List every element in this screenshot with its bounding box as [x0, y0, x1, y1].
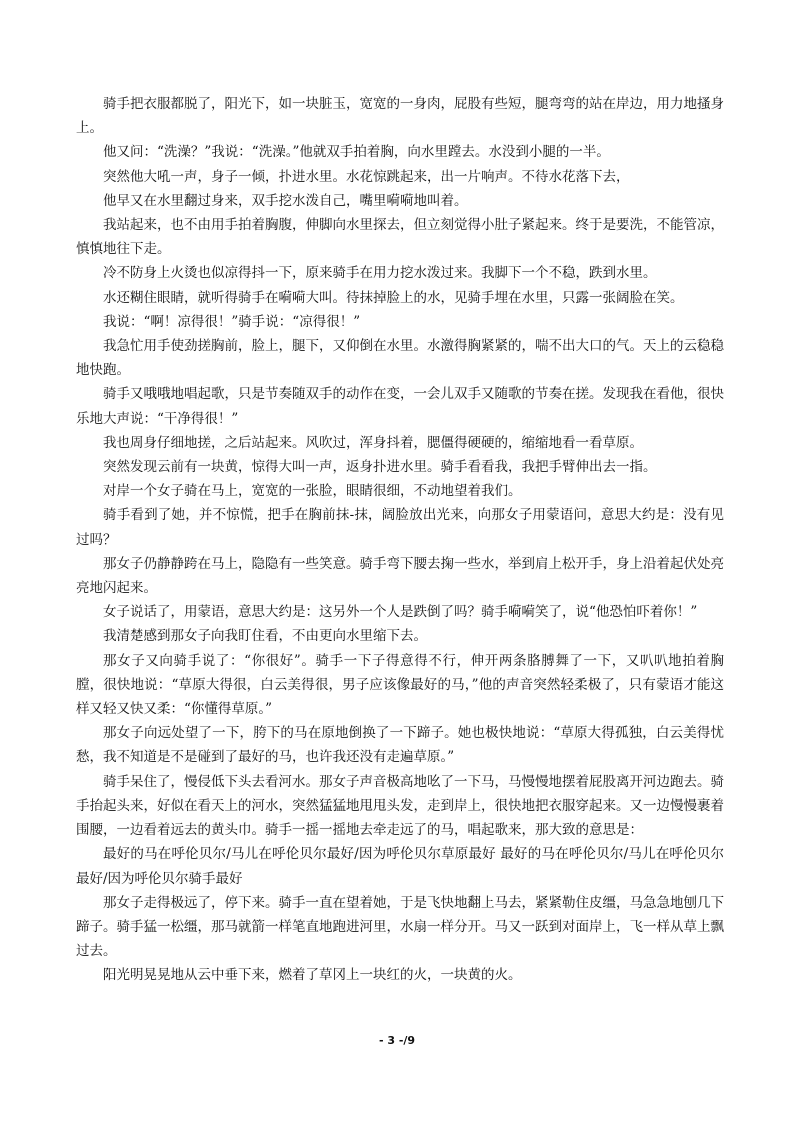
paragraph: 阳光明晃晃地从云中垂下来，燃着了草冈上一块红的火，一块黄的火。 — [103, 967, 522, 984]
page-number: - 3 -/9 — [378, 1034, 416, 1047]
paragraph: 我急忙用手使劲搓胸前，脸上，腿下，又仰倒在水里。水激得胸紧紧的，喘不出大口的气。天上的云稳稳地快跑。 — [76, 338, 724, 379]
paragraph: 那女子向远处望了一下，胯下的马在原地倒换了一下蹄子。她也极快地说：“草原大得孤独，白云美得忧愁，我不知道是不是碰到了最好的马，也许我还没有走遍草原。” — [76, 725, 724, 766]
paragraph: 我也周身仔细地搓，之后站起来。风吹过，浑身抖着，腮僵得硬硬的，缩缩地看一看草原。 — [103, 434, 643, 451]
paragraph: 我站起来，也不由用手拍着胸腹，伸脚向水里探去，但立刻觉得小肚子紧起来。终于是要洗，不能管凉，慎慎地往下走。 — [76, 217, 724, 258]
paragraph: 那女子仍静静跨在马上，隐隐有一些笑意。骑手弯下腰去掬一些水，举到肩上松开手，身上沿着起伏处亮亮地闪起来。 — [76, 555, 724, 597]
paragraph: 女子说话了，用蒙语，意思大约是：这另外一个人是跌倒了吗？骑手嗬嗬笑了，说“他恐怕吓着你！” — [103, 604, 698, 621]
paragraph: 突然发现云前有一块黄，惊得大叫一声，返身扑进水里。骑手看看我，我把手臂伸出去一指。 — [103, 459, 657, 476]
paragraph: 那女子走得极远了，停下来。骑手一直在望着她，于是飞快地翻上马去，紧紧勒住皮缰，马急急地刨几下蹄子。骑手猛一松缰，那马就箭一样笔直地跑进河里，水扇一样分开。马又一跃到对面岸上，飞一样从草上飘过去。 — [76, 894, 724, 960]
paragraph: 骑手呆住了，慢侵低下头去看河水。那女子声音极高地吆了一下马，马慢慢地摆着屁股离开河边跑去。骑手抬起头来，好似在看天上的河水，突然猛猛地甩甩头发，走到岸上，很快地把衣服穿起来。又一边慢慢裹着围腰，一边看着远去的黄头巾。骑手一摇一摇地去牵走远了的马，唱起歌来，那大致的意思是： — [76, 773, 724, 839]
paragraph: 水还糊住眼睛，就听得骑手在嗬嗬大叫。待抹掉脸上的水，见骑手埋在水里，只露一张阔脸在笑。 — [103, 289, 684, 306]
paragraph: 最好的马在呼伦贝尔/马儿在呼伦贝尔最好/因为呼伦贝尔草原最好 最好的马在呼伦贝尔/马儿在呼伦贝尔最好/因为呼伦贝尔骑手最好 — [76, 846, 724, 887]
paragraph: 对岸一个女子骑在马上，宽宽的一张脸，眼睛很细，不动地望着我们。 — [103, 483, 522, 500]
paragraph: 我说：“啊！凉得很！”骑手说：“凉得很！” — [103, 313, 361, 330]
paragraph: 他又问：“洗澡？”我说：“洗澡。”他就双手拍着胸，向水里蹚去。水没到小腿的一半。 — [103, 144, 610, 161]
paragraph: 那女子又向骑手说了：“你很好”。骑手一下子得意得不行，伸开两条胳膊舞了一下，又叭叭地拍着胸膛，很快地说：“草原大得很，白云美得很，男子应该像最好的马，”他的声音突然轻柔极了，只有蒙语才能这样又轻又快又柔：“你懂得草原。” — [76, 652, 724, 718]
paragraph: 骑手又哦哦地唱起歌，只是节奏随双手的动作在变，一会儿双手又随歌的节奏在搓。发现我在看他，很快乐地大声说：“干净得很！” — [76, 386, 724, 427]
story-body — [76, 92, 724, 988]
paragraph: 他早又在水里翻过身来，双手挖水泼自己，嘴里嗬嗬地叫着。 — [103, 192, 468, 209]
paragraph: 突然他大吼一声，身子一倾，扑进水里。水花惊跳起来，出一片响声。不待水花落下去， — [103, 168, 630, 185]
paragraph: 骑手把衣服都脱了，阳光下，如一块脏玉，宽宽的一身肉，屁股有些短，腿弯弯的站在岸边，用力地搔身上。 — [76, 96, 724, 137]
paragraph: 我清楚感到那女子向我盯住看，不由更向水里缩下去。 — [103, 628, 427, 645]
paragraph: 骑手看到了她，并不惊慌，把手在胸前抹-抹，阔脸放出光来，向那女子用蒙语问，意思大约是：没有见过吗？ — [76, 507, 724, 548]
paragraph: 冷不防身上火烫也似凉得抖一下，原来骑手在用力挖水泼过来。我脚下一个不稳，跌到水里。 — [103, 265, 657, 282]
